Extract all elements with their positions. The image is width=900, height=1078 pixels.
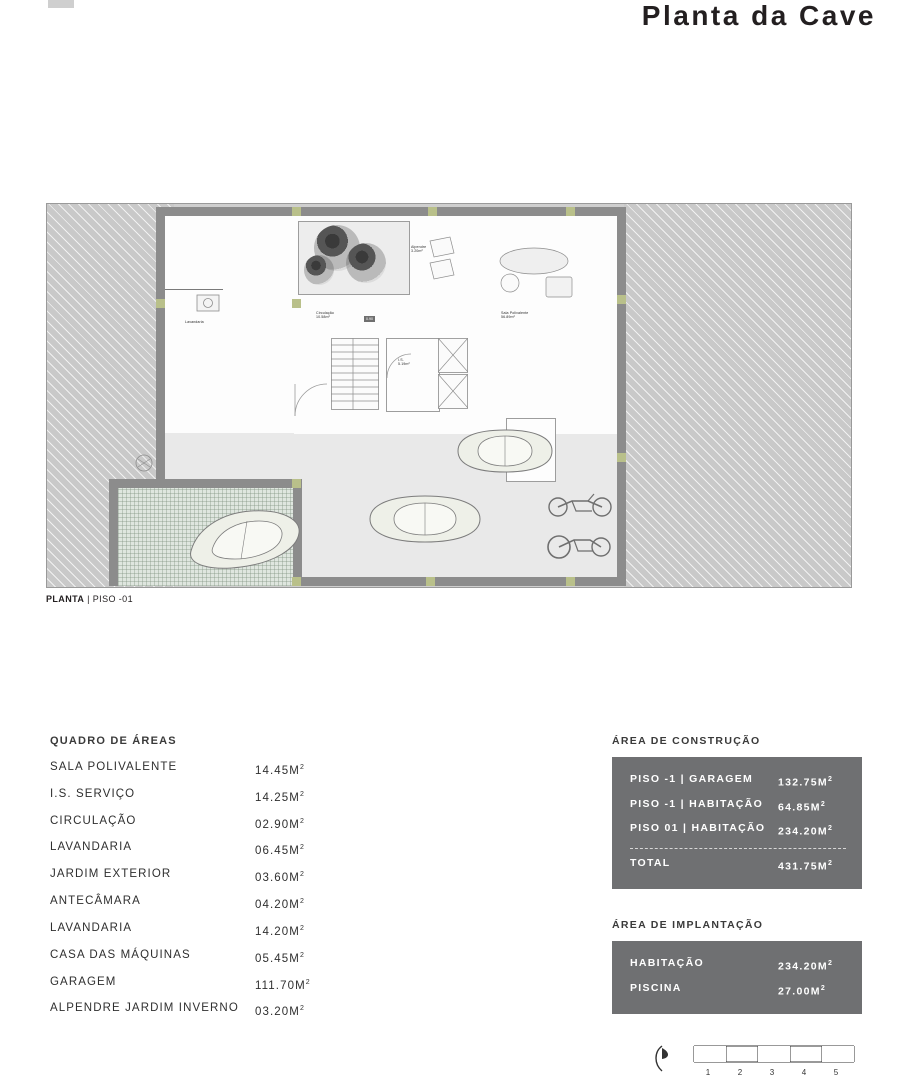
area-name: LAVANDARIA xyxy=(50,841,133,854)
area-name: JARDIM EXTERIOR xyxy=(50,868,172,881)
floor-plan-drawing xyxy=(46,203,852,588)
area-value: $03.20M^2$ xyxy=(255,1005,305,1019)
table-row xyxy=(50,863,380,890)
north-arrow-icon xyxy=(648,1044,678,1074)
area-value: $14.45M^2$ xyxy=(255,764,305,777)
table-row xyxy=(630,953,846,978)
table-row xyxy=(50,997,380,1024)
room-label-is: I.S. 5.19m² xyxy=(398,358,410,367)
table-row xyxy=(50,890,380,917)
plan-caption-label: PLANTA xyxy=(46,594,85,604)
area-value: $06.45M^2$ xyxy=(255,844,305,858)
scale-tick-label: 3 xyxy=(769,1068,775,1077)
area-name: SALA POLIVALENTE xyxy=(50,761,178,773)
area-implantacao-box xyxy=(612,941,862,1014)
area-name: ANTECÂMARA xyxy=(50,895,141,908)
area-construcao-title: ÁREA DE CONSTRUÇÃO xyxy=(612,735,761,747)
area-construcao-box xyxy=(612,757,862,889)
area-name: CASA DAS MÁQUINAS xyxy=(50,948,191,961)
quadro-title: QUADRO DE ÁREAS xyxy=(50,735,177,747)
lot-border xyxy=(46,203,852,588)
table-row xyxy=(50,783,380,810)
table-row xyxy=(630,794,846,819)
area-name: GARAGEM xyxy=(50,975,117,988)
area-value: $05.45M^2$ xyxy=(255,951,305,965)
table-row xyxy=(630,818,846,843)
table-row xyxy=(630,769,846,794)
corner-mark xyxy=(48,0,74,8)
dimension-chip: 0.90 xyxy=(366,317,373,321)
scale-numbers xyxy=(692,1068,852,1077)
scale-ticks xyxy=(692,1042,862,1066)
area-name: ALPENDRE JARDIM INVERNO xyxy=(50,1002,239,1015)
area-value: $64.85M^2$ xyxy=(778,800,827,813)
room-label-alpendre: Alpendre 3.20m² xyxy=(411,245,427,254)
area-name: LAVANDARIA xyxy=(50,921,133,934)
area-name: PISO 01 | HABITAÇÃO xyxy=(630,822,766,834)
area-value: $111.70M^2$ xyxy=(255,978,311,992)
divider xyxy=(630,848,846,849)
table-row xyxy=(50,756,380,783)
plan-caption xyxy=(46,594,133,604)
scale-tick-label: 4 xyxy=(801,1068,807,1077)
area-name: HABITAÇÃO xyxy=(630,957,704,969)
area-value: $234.20M^2$ xyxy=(778,825,834,838)
total-label: TOTAL xyxy=(630,856,671,869)
area-value: $234.20M^2$ xyxy=(778,960,834,973)
room-label-sala-polivalente: Sala Polivalente 56.89m² xyxy=(501,311,529,320)
area-value: $02.90M^2$ xyxy=(255,817,305,831)
scale-tick-label: 1 xyxy=(705,1068,711,1077)
right-summary-column xyxy=(612,735,862,1014)
table-row xyxy=(50,917,380,944)
area-value: $04.20M^2$ xyxy=(255,898,305,911)
scale-tick-label: 2 xyxy=(737,1068,743,1077)
room-label-circulacao: Circulação 10.58m² xyxy=(316,311,334,320)
table-row xyxy=(630,978,846,1003)
area-value: $14.25M^2$ xyxy=(255,790,305,804)
area-name: PISO -1 | HABITAÇÃO xyxy=(630,797,764,810)
table-row xyxy=(50,944,380,971)
area-value: $27.00M^2$ xyxy=(778,984,827,997)
area-name: CIRCULAÇÃO xyxy=(50,814,137,827)
area-value: $14.20M^2$ xyxy=(255,924,305,938)
table-row xyxy=(50,810,380,837)
area-name: PISCINA xyxy=(630,981,682,994)
area-name: I.S. SERVIÇO xyxy=(50,787,136,800)
area-name: PISO -1 | GARAGEM xyxy=(630,773,754,785)
table-row xyxy=(50,971,380,998)
area-value: $03.60M^2$ xyxy=(255,871,305,885)
plan-caption-level: | PISO -01 xyxy=(87,594,133,604)
page-title: Planta da Cave xyxy=(641,0,876,31)
scale-bar xyxy=(648,1042,848,1078)
table-row xyxy=(50,836,380,863)
area-implantacao-title: ÁREA DE IMPLANTAÇÃO xyxy=(612,919,764,931)
table-row-total xyxy=(630,853,846,878)
room-label-lavandaria: Lavandaria xyxy=(185,320,204,324)
area-value: $132.75M^2$ xyxy=(778,776,834,789)
plan-lot xyxy=(46,203,852,588)
scale-tick-label: 5 xyxy=(833,1068,839,1077)
quadro-de-areas-table xyxy=(50,735,380,1024)
total-value: $431.75M^2$ xyxy=(778,859,834,872)
